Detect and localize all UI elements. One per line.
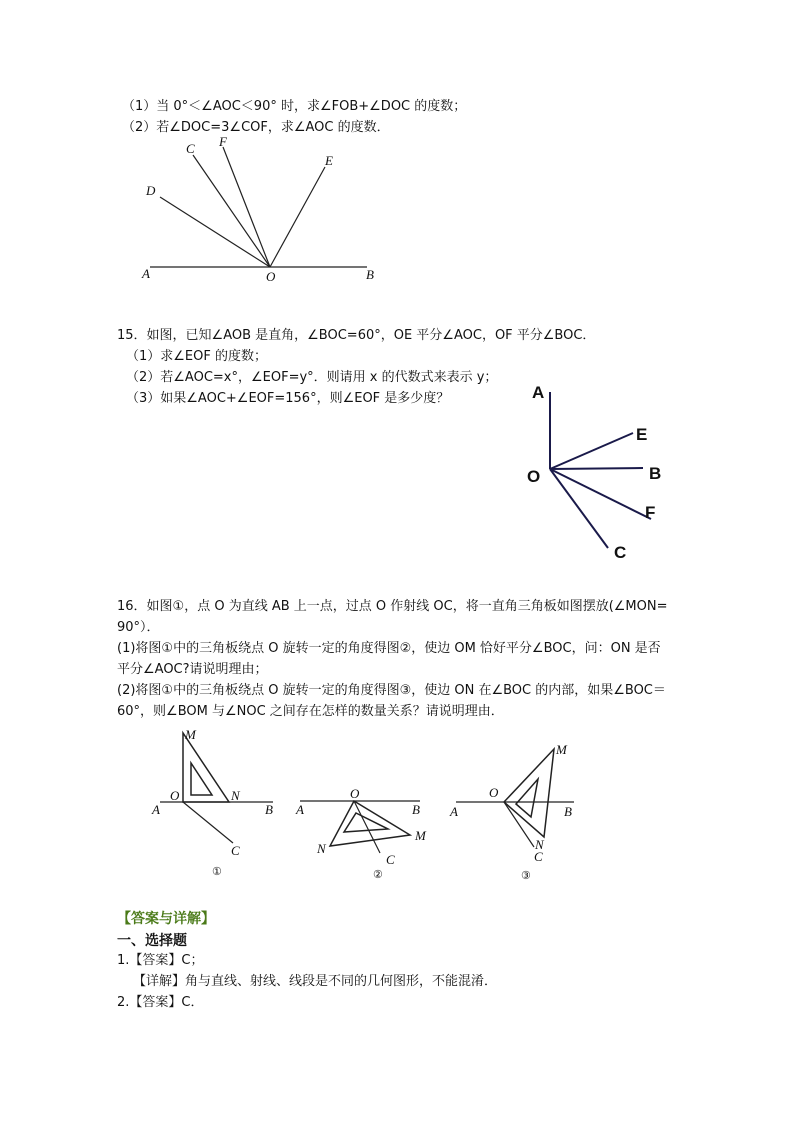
ray-od (160, 197, 270, 267)
answer-1: 1.【答案】C； (117, 953, 204, 968)
label-a: A (152, 802, 160, 817)
label-m: M (185, 727, 196, 742)
q15-stem: 15．如图，已知∠AOB 是直角，∠BOC=60°，OE 平分∠AOC，OF 平分∠BOC． (117, 328, 596, 343)
triangle-outer (183, 733, 229, 802)
label-b: B (412, 802, 420, 817)
answer-2: 2.【答案】C． (117, 995, 204, 1010)
q15-part2: （2）若∠AOC=x°，∠EOF=y°．则请用 x 的代数式来表示 y； (126, 370, 498, 385)
q16-part2-line1: (2)将图①中的三角板绕点 O 旋转一定的角度得图③，使边 ON 在∠BOC 的内部，如果∠BOC＝ (117, 683, 666, 698)
label-e: E (636, 425, 648, 444)
label-n: N (317, 841, 326, 856)
label-f: F (219, 135, 227, 149)
q14-part2: （2）若∠DOC=3∠COF，求∠AOC 的度数． (122, 120, 390, 135)
q16-stem-line1: 16．如图①，点 O 为直线 AB 上一点，过点 O 作射线 OC，将一直角三角板如图摆放(∠MON= (117, 599, 668, 614)
label-n: N (535, 837, 544, 852)
ray-of (223, 147, 270, 267)
q15-figure (522, 378, 672, 563)
label-e: E (325, 153, 333, 168)
q15-part3: （3）如果∠AOC+∠EOF=156°，则∠EOF 是多少度？ (126, 391, 450, 406)
ray-oc (193, 155, 270, 267)
label-c: C (386, 852, 395, 867)
triangle-outer (504, 749, 554, 837)
label-f: F (645, 503, 656, 522)
label-a: A (532, 383, 545, 402)
ray-oc (183, 802, 233, 843)
caption-3: ③ (521, 870, 531, 882)
label-c: C (231, 843, 240, 858)
label-o: O (527, 467, 541, 486)
label-b: B (564, 804, 572, 819)
label-n: N (231, 788, 240, 803)
triangle-outer (330, 801, 410, 846)
q15-part1: （1）求∠EOF 的度数； (126, 349, 267, 364)
label-b: B (649, 464, 662, 483)
q16-figure-1 (145, 725, 285, 885)
q14-part1: （1）当 0°＜∠AOC＜90° 时，求∠FOB+∠DOC 的度数； (122, 99, 467, 114)
label-c: C (614, 543, 627, 562)
label-c: C (534, 849, 543, 864)
caption-1: ① (212, 866, 222, 878)
label-c: C (186, 141, 195, 156)
ray-oe (550, 433, 633, 469)
q16-figure-3 (446, 737, 586, 885)
label-a: A (296, 802, 304, 817)
triangle-inner (344, 813, 388, 832)
label-b: B (366, 267, 374, 282)
ray-oc (550, 469, 608, 548)
label-a: A (142, 266, 150, 281)
label-o: O (350, 786, 360, 801)
section-title: 一、选择题 (117, 933, 187, 949)
label-b: B (265, 802, 273, 817)
q16-part1-line2: 平分∠AOC?请说明理由； (117, 662, 268, 677)
q16-part1-line1: (1)将图①中的三角板绕点 O 旋转一定的角度得图②，使边 OM 恰好平分∠BOC，问：ON 是否 (117, 641, 661, 656)
label-m: M (556, 742, 567, 757)
q14-figure (135, 135, 385, 285)
answers-heading: 【答案与详解】 (117, 911, 215, 927)
ray-oe (270, 167, 325, 267)
triangle-inner (191, 763, 212, 795)
ray-of (550, 469, 651, 519)
ray-ob (550, 468, 643, 469)
q16-figure-2 (292, 780, 442, 885)
q16-stem-line2: 90°）． (117, 620, 160, 635)
label-o: O (266, 269, 276, 284)
q16-part2-line2: 60°，则∠BOM 与∠NOC 之间存在怎样的数量关系？请说明理由． (117, 704, 504, 719)
label-a: A (450, 804, 458, 819)
answer-1-detail: 【详解】角与直线、射线、线段是不同的几何图形，不能混淆． (133, 974, 498, 989)
label-o: O (170, 788, 180, 803)
label-o: O (489, 785, 499, 800)
label-m: M (415, 828, 426, 843)
caption-2: ② (373, 869, 383, 881)
label-d: D (146, 183, 156, 198)
